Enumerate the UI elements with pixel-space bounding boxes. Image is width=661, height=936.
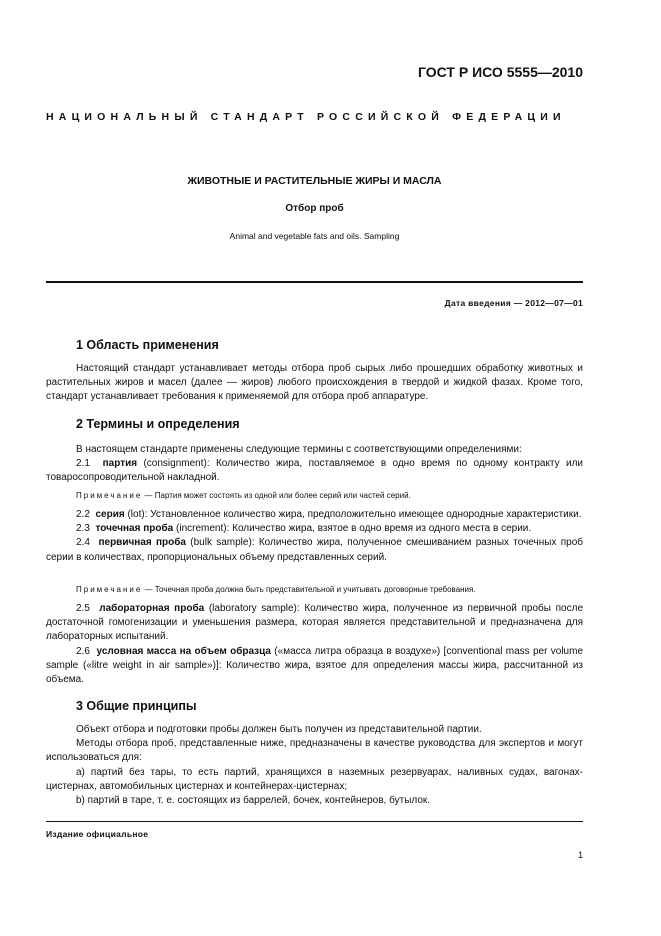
term-2-1: 2.1 партия (consignment): Количество жира, поставляемое в одно время по одному контракту или товаросопроводительной накладной. xyxy=(46,458,583,484)
document-title: ЖИВОТНЫЕ И РАСТИТЕЛЬНЫЕ ЖИРЫ И МАСЛА xyxy=(187,175,442,187)
section-3-p4: b) партий в таре, т. е. состоящих из баррелей, бочек, контейнеров, бутылок. xyxy=(76,795,431,807)
term-2-6: 2.6 условная масса на объем образца («масса литра образца в воздухе») [conventional mass per volume sample («litre weight in air sample»)]: Количество жира, взятое для определения массы жира, рассчитанной из объема. xyxy=(46,645,584,686)
english-title: Animal and vegetable fats and oils. Sampling xyxy=(229,231,400,241)
section-1-text: Настоящий стандарт устанавливает методы отбора проб сырых либо прошедших обработку животных и растительных жиров и масел (далее — жиров) любого происхождения в твердой и жидкой фазах. Кроме того, стандарт устанавливает требования к применяемой для отбора проб аппаратуре. xyxy=(46,363,583,403)
term-2-5: 2.5 лабораторная проба (laboratory sample): Количество жира, полученное из первичной пробы после достаточной гомогенизации и уменьшения размера, которая является представительной и предназначена для лабораторных испытаний. xyxy=(46,603,584,643)
section-1-heading: 1 Область применения xyxy=(76,338,219,352)
section-3-p3: а) партий без тары, то есть партий, хранящихся в наземных резервуарах, наливных судах, вагонах-цистернах, автомобильных цистернах и контейнерах-цистернах; xyxy=(46,766,583,792)
section-3-heading: 3 Общие принципы xyxy=(76,699,197,713)
term-2-4: 2.4 первичная проба (bulk sample): Количество жира, полученное смешиванием разных точечных проб серии в количествах, пропорциональных объему представленных серий. xyxy=(46,537,584,563)
section-3-p2: Методы отбора проб, представленные ниже, предназначены в качестве руководства для экспертов и могут использоваться для: xyxy=(46,738,583,764)
section-3-p1: Объект отбора и подготовки пробы должен быть получен из представительной партии. xyxy=(76,724,482,735)
section-1-body xyxy=(46,362,583,405)
note-1: Примечание — Партия может состоять из одной или более серий или частей серий. xyxy=(76,491,411,500)
introduction-date: Дата введения — 2012—07—01 xyxy=(444,298,583,308)
document-code: ГОСТ Р ИСО 5555—2010 xyxy=(418,64,583,80)
edition-label: Издание официальное xyxy=(46,829,149,839)
document-subtitle: Отбор проб xyxy=(285,203,344,214)
section-2-block-c xyxy=(46,602,583,687)
term-2-3: 2.3 точечная проба (increment): Количество жира, взятое в одно время из одного места в серии. xyxy=(76,523,532,535)
section-2-block-a xyxy=(46,443,583,486)
section-2-block-b xyxy=(46,508,583,565)
page-number: 1 xyxy=(577,850,583,860)
term-2-2: 2.2 серия (lot): Установленное количество жира, предположительно имеющее однородные характеристики. xyxy=(76,509,582,520)
national-standard-banner: НАЦИОНАЛЬНЫЙ СТАНДАРТ РОССИЙСКОЙ ФЕДЕРАЦИИ xyxy=(46,111,566,123)
section-2-heading: 2 Термины и определения xyxy=(76,417,240,431)
title-divider xyxy=(46,281,583,283)
section-3-body xyxy=(46,723,583,808)
footer-divider xyxy=(46,821,583,822)
note-2: Примечание — Точечная проба должна быть представительной и учитывать договорные требования. xyxy=(76,585,476,594)
section-2-intro: В настоящем стандарте применены следующие термины с соответствующими определениями: xyxy=(76,444,522,455)
